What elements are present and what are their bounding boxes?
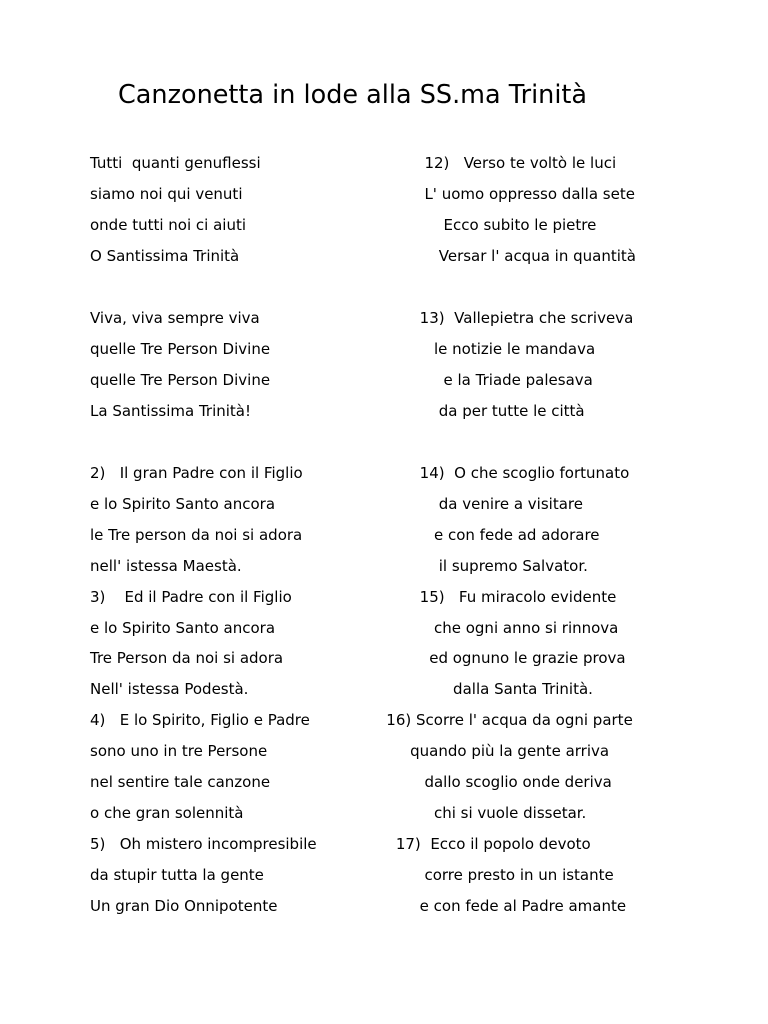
poem-line: 12) Verso te voltò le luci [372, 154, 617, 172]
poem-line: 17) Ecco il popolo devoto [372, 834, 591, 853]
poem-line: le Tre person da noi si adora [90, 525, 303, 544]
poem-line: e con fede al Padre amante [372, 896, 627, 915]
poem-line: le notizie le mandava [372, 339, 596, 358]
poem-line: sono uno in tre Persone [90, 742, 268, 761]
poem-line: da stupir tutta la gente [90, 865, 264, 884]
poem-line: dalla Santa Trinità. [372, 680, 593, 699]
right-column [372, 151, 672, 924]
poem-line: o che gran solennità [90, 803, 244, 822]
poem-line: onde tutti noi ci aiuti [90, 215, 247, 234]
poem-line: 3) Ed il Padre con il Figlio [90, 587, 292, 606]
poem-line: nel sentire tale canzone [90, 773, 271, 792]
poem-line: dallo scoglio onde deriva [372, 773, 612, 792]
poem-line: Un gran Dio Onnipotente [90, 896, 278, 915]
poem-line: quelle Tre Person Divine [90, 339, 271, 358]
poem-line: 16) Scorre l' acqua da ogni parte [372, 711, 633, 730]
poem-line: nell' istessa Maestà. [90, 556, 242, 575]
poem-line: 2) Il gran Padre con il Figlio [90, 464, 303, 483]
poem-line: Tre Person da noi si adora [90, 649, 284, 668]
poem-line: da venire a visitare [372, 495, 583, 514]
poem-line: 14) O che scoglio fortunato [372, 464, 630, 483]
poem-line: corre presto in un istante [372, 865, 614, 884]
poem-line: e lo Spirito Santo ancora [90, 618, 276, 637]
poem-line: O Santissima Trinità [90, 246, 240, 265]
poem-line: che ogni anno si rinnova [372, 618, 619, 637]
poem-line: chi si vuole dissetar. [372, 803, 587, 822]
poem-line: L' uomo oppresso dalla sete [372, 184, 635, 203]
poem-line: quelle Tre Person Divine [90, 370, 271, 389]
document-title: Canzonetta in lode alla SS.ma Trinità [118, 80, 588, 110]
poem-line: La Santissima Trinità! [90, 401, 252, 420]
poem-line: Nell' istessa Podestà. [90, 680, 249, 699]
poem-line: e con fede ad adorare [372, 525, 600, 544]
poem-line [90, 275, 420, 307]
poem-line [90, 430, 420, 462]
poem-line: Tutti quanti genuflessi [90, 154, 261, 172]
poem-line: 5) Oh mistero incompresibile [90, 834, 317, 853]
poem-line: da per tutte le città [372, 401, 585, 420]
poem-line: ed ognuno le grazie prova [372, 649, 626, 668]
poem-line: 13) Vallepietra che scriveva [372, 309, 634, 328]
poem-line: 4) E lo Spirito, Figlio e Padre [90, 711, 310, 730]
poem-line: Ecco subito le pietre [372, 215, 597, 234]
poem-line: Versar l' acqua in quantità [372, 246, 636, 265]
poem-line: e lo Spirito Santo ancora [90, 495, 276, 514]
left-column [90, 151, 420, 924]
poem-line [372, 275, 672, 307]
poem-line: il supremo Salvator. [372, 556, 588, 575]
poem-line: Viva, viva sempre viva [90, 309, 260, 328]
poem-line: quando più la gente arriva [372, 742, 610, 761]
poem-line: siamo noi qui venuti [90, 184, 243, 203]
poem-line: e la Triade palesava [372, 370, 593, 389]
poem-line: 15) Fu miracolo evidente [372, 587, 617, 606]
poem-line [372, 430, 672, 462]
